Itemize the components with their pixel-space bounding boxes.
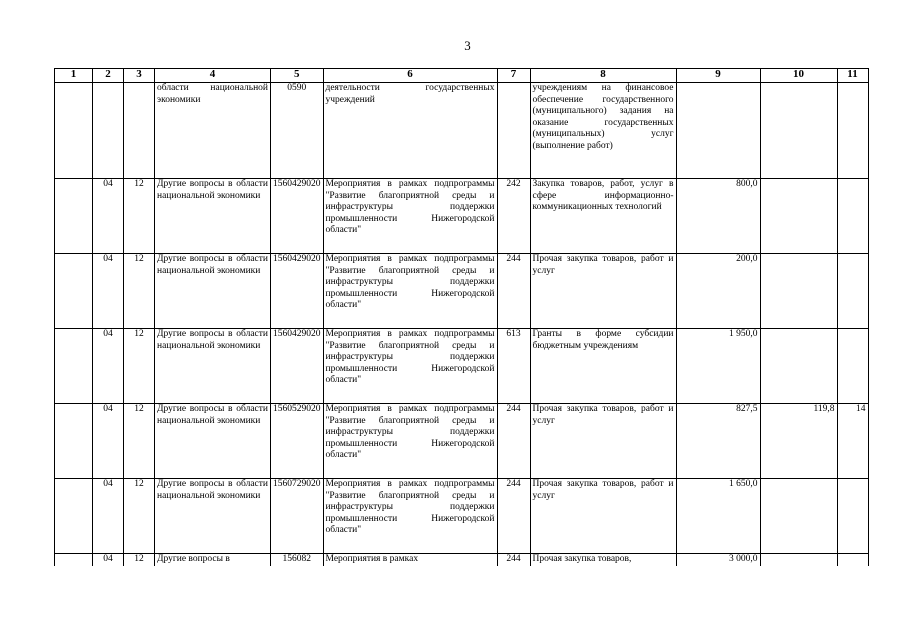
cell-expense-type: 244 — [497, 554, 530, 566]
cell-expense-name: Прочая закупка товаров, — [530, 554, 676, 566]
cell-col11 — [837, 254, 868, 329]
cell-target-code: 1560529020 — [271, 404, 324, 479]
column-header: 5 — [271, 69, 324, 83]
cell-subsection — [124, 83, 155, 179]
cell-target-name: Мероприятия в рамках подпрограммы "Развитие благоприятной среды и инфраструктуры поддержки промышленности Нижегородской области" — [323, 404, 497, 479]
column-header: 2 — [93, 69, 124, 83]
table-row — [55, 554, 869, 566]
cell-expense-name: Прочая закупка товаров, работ и услуг — [530, 254, 676, 329]
cell-expense-type: 613 — [497, 329, 530, 404]
cell-subsection: 12 — [124, 479, 155, 554]
cell-expense-type — [497, 83, 530, 179]
page-number: 3 — [464, 38, 471, 53]
column-header: 8 — [530, 69, 676, 83]
table-row — [55, 479, 869, 554]
cell-amount: 800,0 — [676, 179, 760, 254]
cell-col10 — [760, 554, 837, 566]
cell-amount: 200,0 — [676, 254, 760, 329]
cell-col11: 14 — [837, 404, 868, 479]
column-header: 7 — [497, 69, 530, 83]
column-header: 11 — [837, 69, 868, 83]
cell-col1 — [55, 329, 93, 404]
cell-subsection: 12 — [124, 404, 155, 479]
cell-section: 04 — [93, 179, 124, 254]
cell-col1 — [55, 179, 93, 254]
cell-section — [93, 83, 124, 179]
cell-expense-name: учреждениям на финансовое обеспечение государственного (муниципального) задания на оказание государственных (муниципальных) услуг (выполнение работ) — [530, 83, 676, 179]
cell-section: 04 — [93, 254, 124, 329]
cell-target-name: Мероприятия в рамках — [323, 554, 497, 566]
cell-target-code: 156082 — [271, 554, 324, 566]
cell-expense-name: Прочая закупка товаров, работ и услуг — [530, 479, 676, 554]
cell-amount — [676, 83, 760, 179]
cell-col10 — [760, 179, 837, 254]
cell-col11 — [837, 83, 868, 179]
cell-target-code: 0590 — [271, 83, 324, 179]
cell-expense-type: 244 — [497, 404, 530, 479]
cell-expense-name: Закупка товаров, работ, услуг в сфере информационно-коммуникационных технологий — [530, 179, 676, 254]
cell-target-code: 1560429020 — [271, 179, 324, 254]
cell-section: 04 — [93, 479, 124, 554]
cell-target-name: деятельности государственных учреждений — [323, 83, 497, 179]
cell-target-name: Мероприятия в рамках подпрограммы "Развитие благоприятной среды и инфраструктуры поддержки промышленности Нижегородской области" — [323, 479, 497, 554]
cell-section-name: Другие вопросы в области национальной экономики — [155, 254, 271, 329]
cell-subsection: 12 — [124, 179, 155, 254]
cell-section-name: Другие вопросы в области национальной экономики — [155, 404, 271, 479]
cell-col10 — [760, 329, 837, 404]
cell-expense-type: 244 — [497, 254, 530, 329]
cell-section-name: Другие вопросы в — [155, 554, 271, 566]
budget-table — [54, 68, 869, 566]
column-header: 3 — [124, 69, 155, 83]
table-row — [55, 83, 869, 179]
cell-section-name: Другие вопросы в области национальной экономики — [155, 179, 271, 254]
table-row — [55, 329, 869, 404]
cell-col11 — [837, 554, 868, 566]
cell-col10: 119,8 — [760, 404, 837, 479]
cell-expense-name: Прочая закупка товаров, работ и услуг — [530, 404, 676, 479]
cell-amount: 1 650,0 — [676, 479, 760, 554]
cell-section-name: Другие вопросы в области национальной экономики — [155, 479, 271, 554]
cell-section: 04 — [93, 554, 124, 566]
cell-col1 — [55, 254, 93, 329]
cell-amount: 3 000,0 — [676, 554, 760, 566]
cell-expense-type: 244 — [497, 479, 530, 554]
cell-col10 — [760, 479, 837, 554]
cell-amount: 827,5 — [676, 404, 760, 479]
cell-section-name: области национальной экономики — [155, 83, 271, 179]
cell-col11 — [837, 479, 868, 554]
cell-target-name: Мероприятия в рамках подпрограммы "Развитие благоприятной среды и инфраструктуры поддержки промышленности Нижегородской области" — [323, 254, 497, 329]
table-row — [55, 179, 869, 254]
cell-col1 — [55, 83, 93, 179]
cell-subsection: 12 — [124, 554, 155, 566]
table-row — [55, 404, 869, 479]
cell-col1 — [55, 479, 93, 554]
cell-target-name: Мероприятия в рамках подпрограммы "Развитие благоприятной среды и инфраструктуры поддержки промышленности Нижегородской области" — [323, 179, 497, 254]
cell-target-name: Мероприятия в рамках подпрограммы "Развитие благоприятной среды и инфраструктуры поддержки промышленности Нижегородской области" — [323, 329, 497, 404]
cell-col11 — [837, 329, 868, 404]
column-header: 4 — [155, 69, 271, 83]
cell-amount: 1 950,0 — [676, 329, 760, 404]
cell-section: 04 — [93, 329, 124, 404]
cell-section-name: Другие вопросы в области национальной экономики — [155, 329, 271, 404]
cell-target-code: 1560729020 — [271, 479, 324, 554]
cell-col11 — [837, 179, 868, 254]
cell-target-code: 1560429020 — [271, 329, 324, 404]
column-header: 6 — [323, 69, 497, 83]
cell-section: 04 — [93, 404, 124, 479]
cell-subsection: 12 — [124, 329, 155, 404]
header-row — [55, 69, 869, 83]
cell-expense-type: 242 — [497, 179, 530, 254]
cell-target-code: 1560429020 — [271, 254, 324, 329]
column-header: 10 — [760, 69, 837, 83]
cell-col10 — [760, 254, 837, 329]
cell-col1 — [55, 554, 93, 566]
column-header: 9 — [676, 69, 760, 83]
cell-col1 — [55, 404, 93, 479]
cell-expense-name: Гранты в форме субсидии бюджетным учреждениям — [530, 329, 676, 404]
cell-subsection: 12 — [124, 254, 155, 329]
column-header: 1 — [55, 69, 93, 83]
table-row — [55, 254, 869, 329]
cell-col10 — [760, 83, 837, 179]
